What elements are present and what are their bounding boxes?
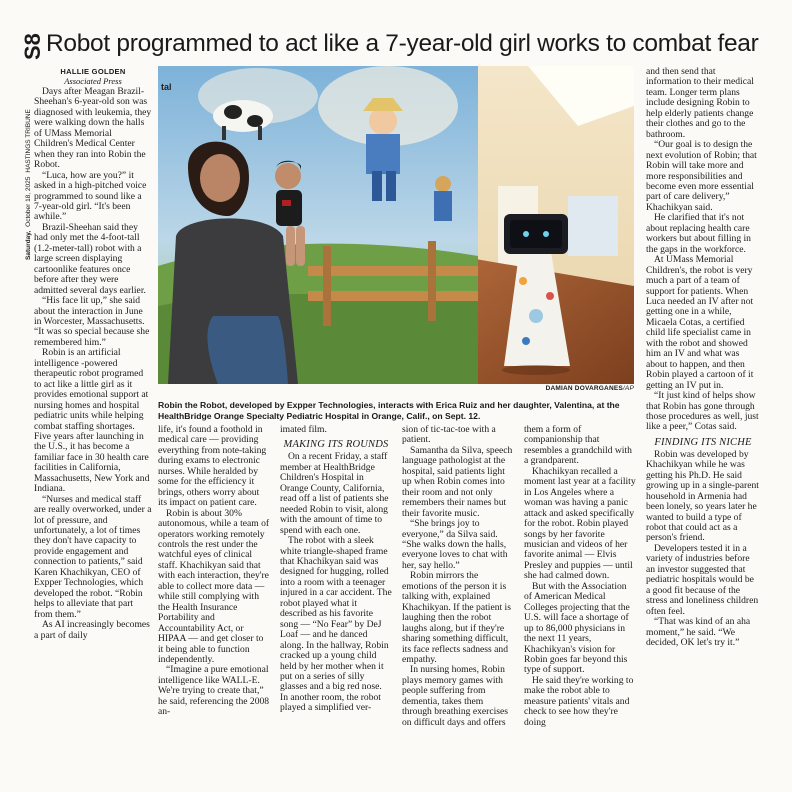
byline-agency: Associated Press bbox=[64, 76, 122, 86]
paragraph: But with the Association of American Medical Colleges projecting that the U.S. will face a shortage of up to 86,000 physicians in the next 11 years, Khachikyan's vision for Robin goes far beyond this type of support. bbox=[524, 580, 630, 676]
section-subhead: FINDING ITS NICHE bbox=[654, 436, 752, 448]
photo-caption: Robin the Robot, developed by Expper Technologies, interacts with Erica Ruiz and her daughter, Valentina, at the HealthBridge Orange Specialty Pediatric Hospital in Orange, Calif., on Sept. 12. bbox=[158, 400, 620, 421]
paragraph: Samantha da Silva, speech language pathologist at the hospital, said patients light up when Robin comes into their room and not only remembers their names but their favorite music. bbox=[402, 444, 513, 519]
paragraph: “It just kind of helps show that Robin has gone through those procedures as well, just like a peer,” Cotas said. bbox=[646, 390, 759, 433]
dateline-paper: HASTINGS TRIBUNE bbox=[25, 109, 32, 173]
paragraph: “That was kind of an aha moment,” he said. “We decided, OK let's try it.” bbox=[646, 616, 751, 649]
paragraph: Days after Meagan Brazil-Sheehan's 6-year-old son was diagnosed with leukemia, they were walking down the halls of UMass Memorial Children's Medical Center when they ran into Robin the Robot. bbox=[34, 86, 152, 171]
photo-illustration bbox=[158, 66, 634, 384]
article-column-4 bbox=[402, 425, 514, 728]
paragraph: Robin is an artificial intelligence -powered therapeutic robot programed to act like a little girl as it provides emotional support at nursing homes and hospital pediatric units while helping combat staffing shortages. Five years after launching in the U.S., it has become a familiar face in 30 health care facilities in California, Massachusetts, New York and Indiana. bbox=[34, 347, 150, 495]
section-subhead: MAKING ITS ROUNDS bbox=[283, 439, 389, 451]
paragraph: sion of tic-tac-toe with a patient. bbox=[402, 424, 496, 446]
paragraph: The robot with a sleek white triangle-shaped frame that Khachikyan said was designed for hugging, rolled into a room with a teenager injured in a car accident. The robot played what it described as his favorite song — “No Fear” by DeJ Loaf — and he danced along. In the hallway, Robin cracked up a young child held by her mother when it put on a series of silly glasses and a big red nose. In another room, the robot played a simplified ver- bbox=[280, 535, 392, 714]
headline: Robot programmed to act like a 7-year-old girl works to combat fear bbox=[46, 30, 759, 57]
article-photo bbox=[158, 66, 634, 384]
paragraph: imated film. bbox=[280, 424, 327, 435]
article-column-5 bbox=[524, 425, 636, 728]
paragraph: At UMass Memorial Children's, the robot is very much a part of a team of support for patients. When Luca needed an IV after not getting one in a while, Micaela Cotas, a certified child life specialist came in with the robot and showed him an IV and what was about to happen, and then Robin played a cartoon of it getting an IV put in. bbox=[646, 254, 754, 391]
paragraph: Robin was developed by Khachikyan while he was getting his Ph.D. He said growing up in a single-parent household in Armenia had been lonely, so years later he wanted to build a type of robot that could act as a person's friend. bbox=[646, 448, 759, 544]
photo-sign-text: tal bbox=[161, 82, 172, 92]
page-number: S8 bbox=[20, 33, 45, 60]
article-column-3 bbox=[280, 425, 392, 714]
paragraph: them a form of companionship that resembles a grandchild with a grandparent. bbox=[524, 424, 632, 467]
article-column-6 bbox=[646, 67, 760, 648]
paragraph: On a recent Friday, a staff member at HealthBridge Children's Hospital in Orange County, California, read off a list of patients she needed Robin to visit, along with the amount of time to spend with each one. bbox=[280, 451, 389, 536]
photo-credit-agency: /AP bbox=[622, 385, 634, 392]
paragraph: “Imagine a pure emotional intelligence like WALL-E. We're trying to create that,” he said, referencing the 2008 an- bbox=[158, 664, 270, 718]
paragraph: Robin mirrors the emotions of the person it is talking with, explained Khachikyan. If the patient is laughing then the robot laughs along, but if they're sharing something difficult, its face reflects sadness and empathy. bbox=[402, 570, 511, 665]
paragraph: “Luca, how are you?” it asked in a high-pitched voice programmed to sound like a 7-year-old girl. “It's been awhile.” bbox=[34, 169, 147, 223]
byline-author: HALLIE GOLDEN bbox=[60, 67, 126, 76]
paragraph: and then send that information to their medical team. Longer term plans include designing Robin to help elderly patients change their clothes and go to the bathroom. bbox=[646, 66, 754, 140]
dateline-date: October 18, 2025 bbox=[25, 176, 32, 227]
paragraph: As AI increasingly becomes a part of daily bbox=[34, 619, 150, 641]
paragraph: In nursing homes, Robin plays memory games with people suffering from dementia, takes them through breathing exercises on difficult days and offers bbox=[402, 664, 509, 728]
paragraph: He clarified that it's not about replacing health care workers but about filling in the gaps in the workforce. bbox=[646, 212, 751, 255]
photo-credit bbox=[158, 385, 634, 392]
paragraph: “She brings joy to everyone,” da Silva said. “She walks down the halls, everyone loves to chat with her, say hello.” bbox=[402, 518, 508, 571]
paragraph: “Our goal is to design the next evolution of Robin; that Robin will take more and more responsibilities and become even more essential part of care delivery,” Khachikyan said. bbox=[646, 139, 757, 213]
paragraph: life, it's found a foothold in medical care — providing everything from note-taking during exams to electronic nurses. While heralded by some for the efficiency it brings, others worry about its impact on patient care. bbox=[158, 424, 267, 509]
paragraph: Developers tested it in a variety of industries before an investor suggested that pediatric hospitals would be a good fit because of the stress and loneliness children often feel. bbox=[646, 542, 759, 617]
photo-credit-name: DAMIAN DOVARGANES bbox=[545, 385, 623, 392]
article-column-2 bbox=[158, 425, 270, 718]
paragraph: Brazil-Sheehan said they had only met the 4-foot-tall (1.2-meter-tall) robot with a large screen displaying cartoonlike features once before after they were admitted several days earlier. bbox=[34, 221, 146, 296]
paragraph: “Nurses and medical staff are really overworked, under a lot of pressure, and unfortunately, a lot of times they don't have capacity to provide engagement and connection to patients,” said Karen Khachikyan, CEO of Expper Technologies, which developed the robot. “Robin helps to alleviate that part from them.” bbox=[34, 493, 152, 620]
article-column-1 bbox=[34, 67, 152, 641]
paragraph: “His face lit up,” she said about the interaction in June in Worcester, Massachusetts. “It was so special because she remembered him.” bbox=[34, 295, 150, 348]
paragraph: Khachikyan recalled a moment last year at a facility in Los Angeles where a woman was having a panic attack and asked specifically for the robot. Robin played songs by her favorite musician and videos of her favorite animal — Elvis Presley and puppies — until she had calmed down. bbox=[524, 465, 636, 582]
paragraph: He said they're working to make the robot able to measure patients' vitals and check to see how they're doing bbox=[524, 674, 634, 728]
dateline-day: Saturday, bbox=[25, 230, 32, 260]
paragraph: Robin is about 30% autonomous, while a team of operators working remotely controls the rest under the watchful eyes of clinical staff. Khachikyan said that with each interaction, they're able to collect more data — while still complying with the Health Insurance Portability and Accountability Act, or HIPAA — and get closer to it being able to function independently. bbox=[158, 507, 270, 665]
